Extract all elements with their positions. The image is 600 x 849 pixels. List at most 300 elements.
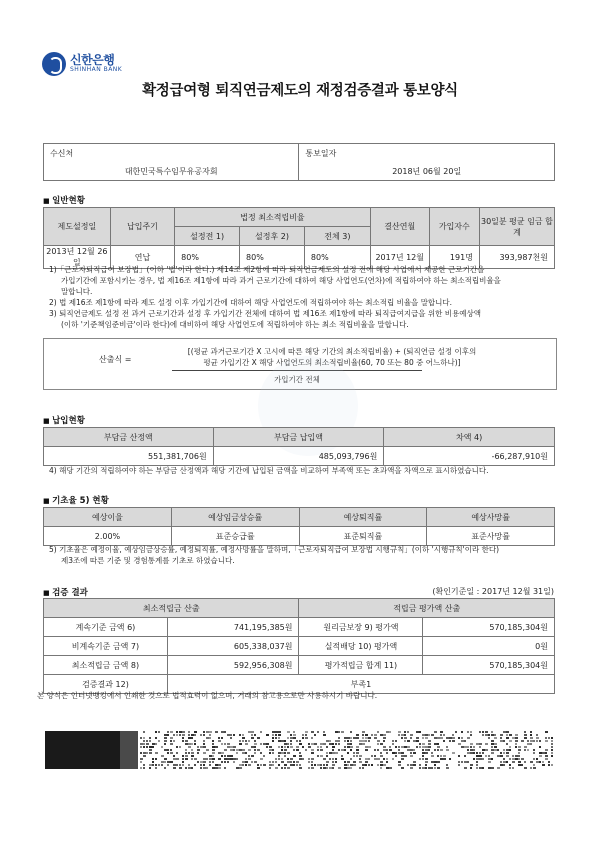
payment-heading: ■ 납입현황 [43,414,85,426]
stamp-noise-dot [167,752,169,754]
stamp-noise-dot [191,749,193,751]
date-value: 2018년 06월 20일 [299,162,555,181]
stamp-noise-dot [218,740,221,742]
stamp-noise-dot [245,740,247,742]
stamp-block-mid [120,731,138,769]
stamp-noise-dot [158,731,160,733]
stamp-noise-dot [473,752,475,754]
stamp-noise-dot [152,761,154,763]
stamp-noise-dot [401,767,404,769]
stamp-noise-dot [545,752,547,754]
stamp-noise-dot [167,731,169,733]
stamp-noise-dot [470,764,473,766]
stamp-noise-dot [551,749,553,751]
stamp-noise-dot [140,767,142,769]
stamp-noise-dot [308,767,310,769]
stamp-noise-dot [392,752,395,754]
stamp-noise-dot [551,752,553,754]
stamp-noise-dot [515,740,518,742]
stamp-noise-dot [272,761,274,763]
stamp-noise-dot [182,755,184,757]
stamp-noise-dot [203,758,206,760]
stamp-noise-dot [209,731,212,733]
stamp-noise-dot [212,767,215,769]
stamp-noise-dot [185,752,187,754]
stamp-noise-dot [419,767,421,769]
stamp-noise-dot [317,731,319,733]
col-min-reserve: 최소적립금 산출 [44,599,299,618]
stamp-noise-dot [263,755,265,757]
stamp-noise-dot [431,767,433,769]
stamp-noise-dot [290,737,293,739]
stamp-noise-dot [179,734,181,736]
stamp-noise-dot [539,746,541,748]
stamp-noise-dot [140,761,142,763]
stamp-noise-dot [551,764,553,766]
stamp-noise-dot [218,764,221,766]
stamp-noise-dot [437,749,439,751]
stamp-noise-dot [440,758,443,760]
row-label: 평가적립금 합계 11) [299,656,423,675]
date-label: 통보일자 [299,144,555,163]
stamp-noise-dot [167,749,169,751]
stamp-noise-dot [503,764,505,766]
stamp-noise-dot [260,758,263,760]
document-title: 확정급여형 퇴직연금제도의 재정검증결과 통보양식 [142,83,458,99]
stamp-noise-dot [248,749,251,751]
stamp-noise-dot [206,737,209,739]
stamp-noise-dot [212,758,215,760]
stamp-noise-dot [218,767,221,769]
stamp-noise-dot [386,752,388,754]
stamp-noise-dot [461,737,463,739]
stamp-noise-dot [335,743,337,745]
stamp-noise-dot [287,761,290,763]
note-line: 2) 법 제16조 제1항에 따라 제도 설정 이후 가입기간에 대하여 해당 사업연도에 적립하여야 하는 최소적립 비율을 말합니다. [49,298,453,307]
stamp-noise-dot [371,755,373,757]
stamp-noise-dot [278,764,280,766]
stamp-noise-dot [440,737,443,739]
stamp-noise-dot [155,767,157,769]
stamp-noise-dot [356,755,358,757]
stamp-noise-dot [248,755,250,757]
stamp-noise-dot [233,746,236,748]
stamp-noise-dot [455,731,457,733]
stamp-noise-dot [230,737,232,739]
stamp-noise-dot [224,731,226,733]
footer-disclaimer: 본 양식은 인터넷뱅킹에서 인쇄한 것으로 법적효력이 없으며, 거래의 참고용으로만 사용하시기 바랍니다. [37,691,378,700]
stamp-noise-dot [410,752,412,754]
stamp-noise-dot [500,737,502,739]
stamp-noise-dot [488,758,491,760]
stamp-noise-dot [311,752,314,754]
col-settlement: 결산연월 [370,208,429,246]
stamp-noise-dot [383,740,385,742]
verdict-value: 부족1 [167,675,554,694]
stamp-noise-dot [434,737,437,739]
stamp-noise-dot [281,752,284,754]
col-paid: 부담금 납입액 [213,428,384,447]
stamp-noise-dot [323,758,326,760]
stamp-noise-dot [404,746,407,748]
stamp-noise-dot [332,767,334,769]
stamp-noise-dot [491,749,494,751]
stamp-noise-dot [281,767,283,769]
stamp-noise-dot [479,755,482,757]
stamp-noise-dot [347,746,350,748]
col-total: 전체 3) [304,227,370,246]
stamp-noise-dot [329,743,332,745]
stamp-noise-dot [296,749,299,751]
stamp-noise-dot [332,761,334,763]
stamp-noise-dot [539,761,541,763]
stamp-noise-dot [341,731,344,733]
stamp-noise-dot [236,767,239,769]
stamp-noise-dot [227,761,229,763]
stamp-noise-dot [230,749,233,751]
stamp-noise-dot [464,746,467,748]
stamp-noise-dot [182,734,185,736]
stamp-noise-dot [296,740,298,742]
stamp-noise-dot [413,752,416,754]
stamp-noise-dot [350,740,352,742]
stamp-noise-dot [422,734,425,736]
stamp-noise-dot [263,764,266,766]
stamp-noise-dot [353,752,355,754]
stamp-noise-dot [191,752,194,754]
table-row [44,618,555,637]
stamp-noise-dot [344,737,347,739]
stamp-noise-dot [503,752,505,754]
stamp-noise-dot [350,767,352,769]
stamp-noise-dot [221,731,224,733]
stamp-noise-dot [212,755,214,757]
stamp-noise-dot [188,737,191,739]
stamp-noise-dot [521,758,524,760]
stamp-noise-dot [500,740,503,742]
stamp-noise-dot [494,734,496,736]
stamp-noise-dot [542,761,544,763]
recipient-label: 수신처 [44,144,299,163]
stamp-noise-dot [182,731,185,733]
stamp-noise-dot [332,752,335,754]
stamp-noise-dot [458,737,460,739]
stamp-noise-dot [227,734,230,736]
stamp-noise-dot [500,764,503,766]
stamp-noise-dot [272,737,274,739]
stamp-noise-dot [167,734,169,736]
stamp-noise-dot [221,752,224,754]
stamp-noise-dot [266,743,269,745]
stamp-noise-dot [359,740,362,742]
stamp-noise-dot [272,734,274,736]
stamp-noise-dot [425,767,427,769]
stamp-noise-dot [428,734,430,736]
stamp-noise-dot [428,743,431,745]
stamp-noise-dot [269,767,271,769]
stamp-noise-dot [539,740,541,742]
stamp-noise-dot [368,758,370,760]
stamp-noise-dot [218,752,221,754]
stamp-noise-dot [512,755,514,757]
stamp-noise-dot [470,734,472,736]
stamp-noise-dot [419,743,421,745]
stamp-noise-dot [365,737,368,739]
stamp-noise-dot [530,737,533,739]
stamp-noise-dot [506,743,508,745]
stamp-noise-dot [341,749,344,751]
stamp-noise-dot [407,749,410,751]
stamp-noise-dot [365,758,368,760]
stamp-noise-dot [176,746,178,748]
stamp-noise-dot [536,758,538,760]
stamp-noise-dot [530,743,532,745]
stamp-noise-dot [524,749,526,751]
stamp-noise-dot [251,731,254,733]
shinhan-bank-logo [42,50,162,80]
stamp-noise-dot [530,767,532,769]
stamp-noise-dot [440,755,442,757]
col-wage-growth: 예상임금상승률 [171,508,299,527]
payment-note: 4) 해당 기간의 적립하여야 하는 부담금 산정액과 해당 기간에 납입된 금액을 비교하여 부족액 또는 초과액을 차액으로 표시하였습니다. [49,466,489,475]
stamp-noise-dot [302,746,304,748]
stamp-noise-dot [326,740,329,742]
stamp-noise-dot [320,764,322,766]
stamp-noise-dot [434,761,437,763]
shinhan-logo-icon [42,52,66,76]
total-value: 80% [304,246,370,269]
col-death: 예상사망률 [427,508,555,527]
stamp-noise-dot [218,737,220,739]
stamp-noise-dot [278,734,281,736]
header-table [43,143,555,181]
stamp-noise-dot [437,761,440,763]
stamp-noise-dot [314,743,317,745]
stamp-noise-dot [416,731,419,733]
stamp-noise-dot [146,743,149,745]
stamp-noise-dot [323,764,325,766]
stamp-noise-dot [437,755,439,757]
stamp-noise-dot [533,740,535,742]
stamp-noise-dot [467,737,470,739]
payment-cycle-value: 연납 [110,246,174,269]
stamp-noise-dot [392,743,394,745]
stamp-noise-dot [197,752,199,754]
stamp-noise-dot [506,755,509,757]
stamp-noise-dot [383,749,386,751]
stamp-noise-dot [404,740,406,742]
stamp-noise-dot [398,752,401,754]
stamp-noise-dot [284,755,286,757]
stamp-noise-dot [422,752,425,754]
stamp-noise-dot [245,752,247,754]
stamp-noise-dot [347,767,350,769]
stamp-noise-dot [176,758,179,760]
stamp-noise-dot [233,749,235,751]
stamp-noise-dot [353,755,355,757]
stamp-noise-dot [419,758,421,760]
stamp-noise-dot [224,743,226,745]
stamp-noise-dot [485,731,488,733]
stamp-noise-dot [545,737,547,739]
stamp-noise-dot [203,752,206,754]
stamp-noise-dot [509,758,511,760]
stamp-noise-dot [230,755,233,757]
stamp-noise-dot [320,767,322,769]
stamp-noise-dot [215,767,218,769]
stamp-noise-dot [320,749,323,751]
stamp-noise-dot [377,740,380,742]
stamp-noise-dot [311,737,313,739]
stamp-noise-dot [170,740,172,742]
stamp-noise-dot [242,734,244,736]
stamp-noise-dot [191,755,194,757]
stamp-noise-dot [314,734,316,736]
stamp-noise-dot [398,749,400,751]
stamp-noise-dot [305,737,308,739]
stamp-noise-dot [215,764,218,766]
stamp-noise-dot [434,731,437,733]
stamp-noise-dot [470,752,473,754]
setup-date-value: 2013년 12월 26일 [44,246,111,269]
stamp-noise-dot [245,761,248,763]
stamp-noise-dot [419,764,421,766]
stamp-noise-dot [479,746,481,748]
stamp-noise-dot [422,746,425,748]
stamp-noise-dot [347,764,349,766]
stamp-noise-dot [218,758,221,760]
stamp-noise-dot [440,731,443,733]
stamp-noise-dot [332,758,334,760]
stamp-noise-dot [494,749,497,751]
stamp-noise-dot [191,737,193,739]
stamp-noise-dot [323,767,326,769]
stamp-noise-dot [266,734,269,736]
stamp-noise-dot [413,764,416,766]
stamp-noise-dot [287,737,289,739]
stamp-noise-dot [395,752,397,754]
stamp-noise-dot [155,752,158,754]
stamp-noise-dot [374,755,376,757]
stamp-noise-dot [161,761,164,763]
stamp-noise-dot [533,767,536,769]
stamp-noise-dot [551,737,553,739]
stamp-noise-dot [347,752,349,754]
stamp-noise-dot [203,764,205,766]
stamp-noise-dot [548,761,550,763]
stamp-noise-dot [512,737,515,739]
stamp-noise-dot [491,752,494,754]
formula-label: 산출식 = [99,355,132,364]
stamp-noise-dot [461,740,464,742]
stamp-noise-dot [527,743,530,745]
stamp-noise-dot [527,740,529,742]
stamp-noise-dot [182,758,184,760]
stamp-noise-dot [407,746,410,748]
numerator-line: [(평균 과거근로기간 X 고시에 따른 해당 기간의 최소적립비율) + (퇴직연금 설정 이후의 [187,347,477,356]
stamp-noise-dot [470,767,472,769]
stamp-noise-dot [221,755,223,757]
stamp-noise-dot [323,734,326,736]
stamp-noise-dot [395,740,397,742]
stamp-noise-dot [359,761,362,763]
stamp-noise-dot [371,734,373,736]
stamp-noise-dot [197,749,200,751]
stamp-noise-dot [347,737,350,739]
stamp-noise-dot [515,743,517,745]
brand-name-en: SHINHAN BANK [70,66,123,73]
stamp-noise-dot [254,752,256,754]
stamp-noise-dot [272,752,274,754]
stamp-noise-dot [230,758,233,760]
stamp-noise-dot [290,746,293,748]
stamp-noise-dot [203,761,206,763]
stamp-noise-dot [182,740,184,742]
stamp-noise-dot [161,746,163,748]
stamp-noise-dot [152,746,154,748]
stamp-noise-dot [494,746,497,748]
stamp-noise-dot [290,740,292,742]
stamp-noise-dot [272,731,275,733]
stamp-noise-dot [467,746,469,748]
stamp-noise-dot [368,764,370,766]
stamp-noise-dot [479,758,482,760]
stamp-noise-dot [290,764,293,766]
stamp-noise-dot [506,731,509,733]
stamp-noise-dot [260,752,262,754]
note-line: 3) 퇴직연금제도 설정 전 과거 근로기간과 설정 후 가입기간 전체에 대하여 법 제16조 제1항에 따라 퇴직급여지급을 위한 비용예상액 [49,309,482,318]
stamp-noise-dot [524,734,527,736]
row-value: 0원 [423,637,555,656]
stamp-noise-dot [362,737,364,739]
note-line: 1)「근로자퇴직급여 보장법」(이하 '법'이라 한다.) 제14조 제2항에 따라 퇴직연금제도의 설정 전에 해당 사업에서 제공한 근로기간을 [49,265,485,274]
stamp-noise-dot [443,734,445,736]
stamp-noise-dot [164,743,166,745]
stamp-noise-dot [512,758,515,760]
stamp-noise-dot [407,740,410,742]
stamp-noise-dot [335,758,337,760]
stamp-noise-dot [389,749,392,751]
recipient-value: 대한민국특수임무유공자회 [44,162,299,181]
avg-wage-value: 393,987천원 [479,246,554,269]
stamp-noise-dot [482,767,484,769]
stamp-noise-dot [230,734,232,736]
stamp-noise-dot [398,764,401,766]
stamp-noise-dot [164,734,167,736]
stamp-noise-dot [413,749,415,751]
table-row [44,527,555,546]
stamp-noise-dot [443,758,446,760]
stamp-noise-dot [176,734,178,736]
stamp-noise-dot [515,755,518,757]
stamp-noise-dot [311,764,313,766]
stamp-noise-dot [296,764,298,766]
col-calc: 부담금 산정액 [44,428,214,447]
stamp-noise-dot [236,749,239,751]
stamp-noise-dot [356,737,359,739]
col-legal-min-ratio: 법정 최소적립비율 [175,208,371,227]
stamp-noise-dot [290,734,292,736]
stamp-noise-dot [302,758,304,760]
stamp-noise-dot [173,740,175,742]
stamp-noise-dot [254,761,257,763]
stamp-noise-dot [482,731,484,733]
stamp-noise-dot [170,731,173,733]
stamp-noise-dot [383,764,386,766]
stamp-noise-dot [374,734,377,736]
stamp-noise-dot [302,737,304,739]
stamp-noise-dot [452,752,455,754]
